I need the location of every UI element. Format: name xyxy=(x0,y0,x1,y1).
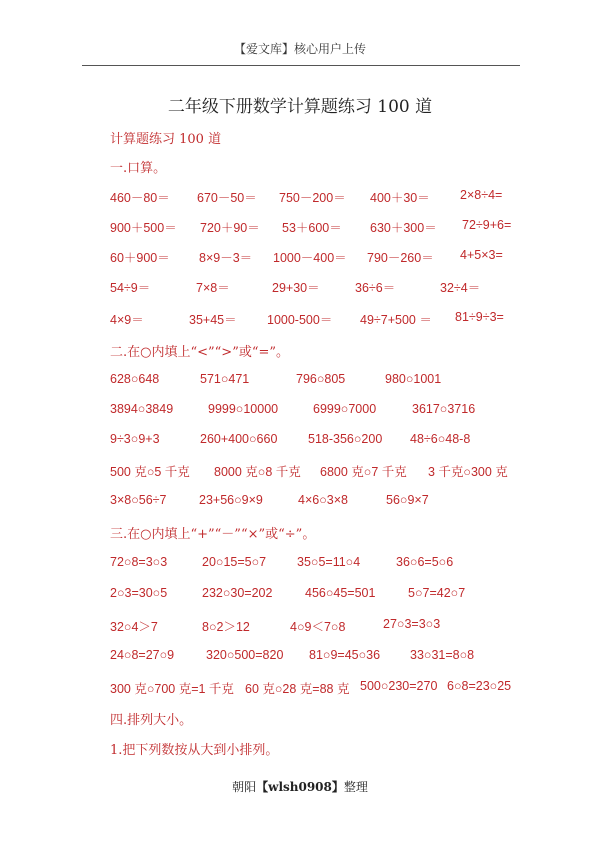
footer-suffix: 整理 xyxy=(343,780,368,794)
problem: 2×8÷4= xyxy=(460,188,503,202)
problem: 320○500=820 xyxy=(206,648,284,662)
problem: 1000－400＝ xyxy=(273,251,347,265)
problem: 48÷6○48-8 xyxy=(410,432,471,446)
problem: 796○805 xyxy=(296,372,346,386)
problem: 5○7=42○7 xyxy=(408,586,466,600)
problem: 32○4＞7 xyxy=(110,620,158,634)
problem: 33○31=8○8 xyxy=(410,648,475,662)
section-2-heading: 二.在○内填上“<”“>”或“=”。 xyxy=(110,345,290,360)
problem: 4○9＜7○8 xyxy=(290,620,346,634)
problem: 23+56○9×9 xyxy=(199,493,263,507)
problem: 36○6=5○6 xyxy=(396,555,454,569)
section-3-heading: 三.在○内填上“+”“－”“×”或“÷”。 xyxy=(110,527,316,542)
problem: 72○8=3○3 xyxy=(110,555,168,569)
problem: 3894○3849 xyxy=(110,402,174,416)
problem: 60＋900＝ xyxy=(110,251,170,265)
problem: 8000 克○8 千克 xyxy=(214,465,301,479)
problem: 56○9×7 xyxy=(386,493,429,507)
problem: 6999○7000 xyxy=(313,402,377,416)
section-1-heading: 一.口算。 xyxy=(110,161,167,176)
problem: 8○2＞12 xyxy=(202,620,250,634)
problem: 630＋300＝ xyxy=(370,221,437,235)
problem: 36÷6＝ xyxy=(355,281,396,295)
page-header: 【爱文库】核心用户上传 xyxy=(233,42,366,56)
page-title: 二年级下册数学计算题练习 100 道 xyxy=(167,97,433,117)
problem: 60 克○28 克=88 克 xyxy=(245,682,350,696)
problem: 81○9=45○36 xyxy=(309,648,381,662)
footer-prefix: 朝阳 xyxy=(232,780,257,794)
footer-user: 【wlsh0908】 xyxy=(256,780,344,794)
problem: 49÷7+500 ＝ xyxy=(360,313,432,327)
header-divider xyxy=(82,65,520,66)
problem: 6○8=23○25 xyxy=(447,679,512,693)
problem: 980○1001 xyxy=(385,372,442,386)
problem: 9÷3○9+3 xyxy=(110,432,160,446)
problem: 750－200＝ xyxy=(279,191,346,205)
problem: 7×8＝ xyxy=(196,281,230,295)
section-4-heading: 四.排列大小。 xyxy=(110,713,193,728)
problem: 81÷9÷3= xyxy=(455,310,504,324)
problem: 1000-500＝ xyxy=(267,313,333,327)
page-footer xyxy=(0,778,600,795)
problem: 4×6○3×8 xyxy=(298,493,348,507)
problem: 500○230=270 xyxy=(360,679,438,693)
problem: 300 克○700 克=1 千克 xyxy=(110,682,234,696)
problem: 20○15=5○7 xyxy=(202,555,267,569)
problem: 8×9－3＝ xyxy=(199,251,253,265)
problem: 500 克○5 千克 xyxy=(110,465,190,479)
problem: 27○3=3○3 xyxy=(383,617,441,631)
problem: 4×9＝ xyxy=(110,313,144,327)
problem: 260+400○660 xyxy=(200,432,278,446)
problem: 4+5×3= xyxy=(460,248,503,262)
problem: 790－260＝ xyxy=(367,251,434,265)
problem: 571○471 xyxy=(200,372,250,386)
problem: 232○30=202 xyxy=(202,586,273,600)
problem: 670－50＝ xyxy=(197,191,257,205)
problem: 72÷9+6= xyxy=(462,218,512,232)
problem: 900＋500＝ xyxy=(110,221,177,235)
problem: 3617○3716 xyxy=(412,402,476,416)
problem: 460－80＝ xyxy=(110,191,170,205)
problem: 6800 克○7 千克 xyxy=(320,465,407,479)
problem: 3×8○56÷7 xyxy=(110,493,167,507)
problem: 456○45=501 xyxy=(305,586,376,600)
problem: 720＋90＝ xyxy=(200,221,260,235)
problem: 54÷9＝ xyxy=(110,281,151,295)
problem: 3 千克○300 克 xyxy=(428,465,508,479)
problem: 35+45＝ xyxy=(189,313,237,327)
problem: 9999○10000 xyxy=(208,402,279,416)
problem: 400＋30＝ xyxy=(370,191,430,205)
problem: 2○3=30○5 xyxy=(110,586,168,600)
problem: 29+30＝ xyxy=(272,281,320,295)
problem: 628○648 xyxy=(110,372,160,386)
section-4-item-1: 1.把下列数按从大到小排列。 xyxy=(110,743,279,758)
problem: 32÷4＝ xyxy=(440,281,481,295)
problem: 518-356○200 xyxy=(308,432,383,446)
subtitle: 计算题练习 100 道 xyxy=(110,132,222,147)
problem: 35○5=11○4 xyxy=(297,555,361,569)
problem: 53＋600＝ xyxy=(282,221,342,235)
problem: 24○8=27○9 xyxy=(110,648,175,662)
